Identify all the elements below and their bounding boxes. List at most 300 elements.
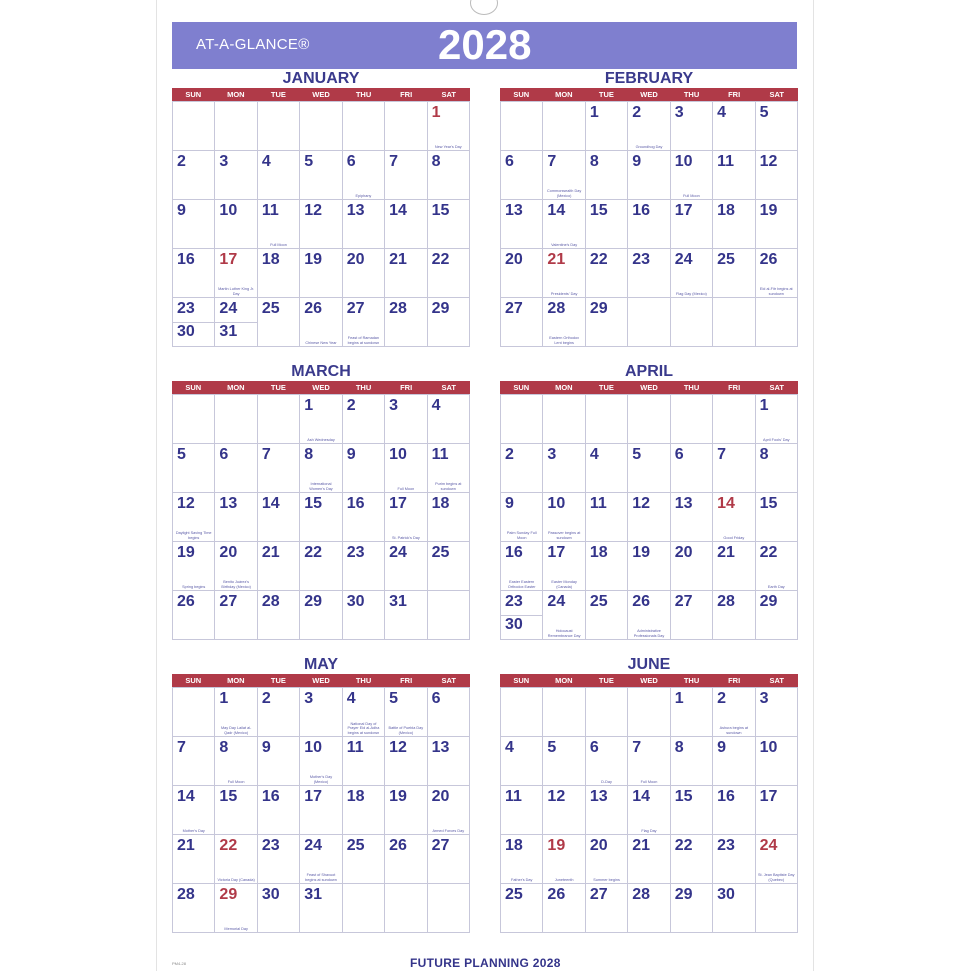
day-cell[interactable] (428, 786, 470, 835)
day-cell[interactable] (215, 200, 257, 249)
day-cell[interactable] (501, 688, 543, 737)
day-number: 22 (304, 544, 323, 561)
day-cell[interactable] (501, 542, 543, 591)
weekday-label: SUN (513, 383, 530, 392)
day-number: 21 (717, 544, 735, 561)
day-note: Father's Day (511, 877, 533, 882)
day-cell[interactable] (428, 591, 470, 640)
day-cell[interactable] (586, 884, 628, 933)
day-number: 2 (261, 690, 271, 707)
day-cell[interactable] (343, 737, 385, 786)
day-cell[interactable] (173, 395, 215, 444)
day-cell[interactable] (543, 444, 585, 493)
day-cell[interactable] (173, 151, 215, 200)
day-cell[interactable] (543, 249, 585, 298)
day-cell[interactable] (385, 688, 427, 737)
day-cell[interactable] (756, 591, 798, 640)
day-note: April Fools' Day (763, 437, 790, 442)
day-cell[interactable] (713, 102, 755, 151)
day-note: Full Moon (227, 779, 245, 784)
day-cell[interactable] (501, 835, 543, 884)
day-cell[interactable] (215, 298, 257, 347)
day-number: 16 (261, 788, 280, 805)
day-cell[interactable] (586, 835, 628, 884)
day-note: Full Moon (640, 779, 658, 784)
day-cell[interactable] (501, 444, 543, 493)
day-cell[interactable] (756, 542, 798, 591)
day-cell[interactable] (428, 884, 470, 933)
day-cell[interactable] (215, 493, 257, 542)
day-cell[interactable] (428, 200, 470, 249)
day-cell[interactable] (628, 249, 670, 298)
day-cell[interactable] (628, 737, 670, 786)
day-cell[interactable] (300, 102, 342, 151)
day-cell[interactable] (671, 884, 713, 933)
weekday-label: SAT (441, 383, 456, 392)
day-cell[interactable] (173, 835, 215, 884)
day-cell[interactable] (628, 395, 670, 444)
day-cell[interactable] (501, 493, 543, 542)
day-number: 28 (177, 886, 195, 903)
day-cell[interactable] (756, 298, 798, 347)
day-number: 17 (219, 251, 238, 268)
day-cell[interactable] (343, 298, 385, 347)
day-cell[interactable] (628, 298, 670, 347)
day-cell[interactable] (173, 737, 215, 786)
weekday-label: WED (640, 383, 658, 392)
day-cell[interactable] (300, 298, 342, 347)
day-cell[interactable] (173, 884, 215, 933)
day-cell[interactable] (343, 151, 385, 200)
day-cell[interactable] (343, 102, 385, 151)
day-number: 3 (304, 690, 314, 707)
day-cell[interactable] (501, 200, 543, 249)
day-cell[interactable] (428, 298, 470, 347)
day-cell[interactable] (756, 688, 798, 737)
day-number: 12 (547, 788, 566, 805)
day-cell[interactable] (501, 298, 543, 347)
day-cell[interactable] (543, 151, 585, 200)
day-cell[interactable] (671, 200, 713, 249)
weekday-label: MON (227, 676, 245, 685)
day-cell[interactable] (215, 102, 257, 151)
day-cell[interactable] (385, 151, 427, 200)
day-cell[interactable] (671, 151, 713, 200)
day-number: 30 (261, 886, 280, 903)
day-cell[interactable] (543, 542, 585, 591)
day-cell[interactable] (756, 102, 798, 151)
day-cell[interactable] (343, 395, 385, 444)
day-cell[interactable] (543, 688, 585, 737)
day-cell[interactable] (300, 444, 342, 493)
day-cell[interactable] (713, 591, 755, 640)
day-cell[interactable] (713, 786, 755, 835)
day-cell[interactable] (671, 298, 713, 347)
day-cell[interactable] (628, 835, 670, 884)
weekday-label: TUE (598, 676, 614, 685)
day-cell[interactable] (586, 444, 628, 493)
day-cell[interactable] (300, 688, 342, 737)
day-cell[interactable] (756, 786, 798, 835)
day-number: 6 (219, 446, 229, 463)
day-note: Victoria Day (Canada) (217, 877, 255, 882)
day-cell[interactable] (586, 102, 628, 151)
day-number: 28 (717, 593, 735, 610)
day-cell[interactable] (385, 737, 427, 786)
day-number: 2 (505, 446, 514, 463)
day-cell[interactable] (258, 298, 300, 347)
weekday-header (172, 674, 470, 687)
weekday-label: TUE (270, 676, 286, 685)
day-cell[interactable] (300, 542, 342, 591)
day-number: 10 (304, 739, 323, 756)
day-number: 24 (759, 837, 778, 854)
day-number: 10 (674, 153, 693, 170)
day-cell[interactable] (343, 884, 385, 933)
day-number: 11 (431, 446, 449, 463)
day-number: 13 (674, 495, 693, 512)
day-cell[interactable] (756, 395, 798, 444)
day-cell[interactable] (756, 835, 798, 884)
day-cell[interactable] (258, 444, 300, 493)
day-cell[interactable] (343, 249, 385, 298)
day-number: 1 (759, 397, 769, 414)
day-number: 24 (389, 544, 407, 561)
weekday-label: SUN (185, 90, 202, 99)
day-cell[interactable] (258, 591, 300, 640)
day-cell[interactable] (628, 591, 670, 640)
day-cell[interactable] (756, 444, 798, 493)
day-cell[interactable] (628, 542, 670, 591)
day-cell[interactable] (343, 835, 385, 884)
day-cell[interactable] (756, 493, 798, 542)
day-cell[interactable] (428, 249, 470, 298)
day-cell[interactable] (713, 542, 755, 591)
day-cell[interactable] (385, 835, 427, 884)
day-number: 25 (431, 544, 450, 561)
day-cell[interactable] (543, 298, 585, 347)
day-number: 31 (219, 323, 238, 340)
day-cell[interactable] (173, 200, 215, 249)
day-note: Ashura begins at sundown (719, 726, 749, 735)
day-cell[interactable] (300, 249, 342, 298)
day-cell[interactable] (713, 249, 755, 298)
day-cell[interactable] (215, 737, 257, 786)
day-cell[interactable] (343, 200, 385, 249)
day-cell[interactable] (628, 688, 670, 737)
day-cell[interactable] (300, 786, 342, 835)
day-cell[interactable] (586, 591, 628, 640)
day-cell[interactable] (543, 493, 585, 542)
day-cell[interactable] (586, 493, 628, 542)
day-cell[interactable] (543, 835, 585, 884)
day-cell[interactable] (428, 493, 470, 542)
day-number: 19 (759, 202, 778, 219)
day-number: 30 (717, 886, 735, 903)
day-cell[interactable] (300, 884, 342, 933)
weekday-label: MON (555, 90, 573, 99)
day-number: 8 (219, 739, 229, 756)
day-cell[interactable] (501, 591, 543, 640)
day-cell[interactable] (385, 591, 427, 640)
day-number: 20 (505, 251, 523, 268)
day-number: 26 (389, 837, 407, 854)
day-cell[interactable] (713, 444, 755, 493)
weekday-label: SUN (513, 676, 530, 685)
day-cell[interactable] (258, 688, 300, 737)
day-cell[interactable] (215, 151, 257, 200)
day-cell[interactable] (385, 444, 427, 493)
day-number: 9 (632, 153, 642, 170)
day-cell[interactable] (343, 591, 385, 640)
day-cell[interactable] (428, 688, 470, 737)
day-cell[interactable] (586, 200, 628, 249)
day-number: 15 (219, 788, 238, 805)
day-cell[interactable] (215, 786, 257, 835)
day-cell[interactable] (385, 395, 427, 444)
day-number: 4 (261, 153, 271, 170)
day-cell[interactable] (501, 249, 543, 298)
day-cell[interactable] (671, 835, 713, 884)
day-number: 16 (632, 202, 651, 219)
day-cell[interactable] (586, 542, 628, 591)
day-cell[interactable] (385, 102, 427, 151)
day-cell[interactable] (543, 884, 585, 933)
day-cell[interactable] (586, 151, 628, 200)
day-number: 1 (589, 104, 599, 121)
day-cell[interactable] (501, 395, 543, 444)
day-cell[interactable] (671, 688, 713, 737)
day-note: Mother's Day (182, 828, 205, 833)
day-number: 16 (717, 788, 735, 805)
day-cell[interactable] (713, 151, 755, 200)
weekday-header (500, 88, 798, 101)
day-number: 19 (547, 837, 566, 854)
day-note: Benito Juárez's Birthday (Mexico) (221, 580, 251, 589)
day-cell[interactable] (300, 835, 342, 884)
day-cell[interactable] (258, 151, 300, 200)
day-cell[interactable] (428, 737, 470, 786)
day-note: St. Patrick's Day (391, 535, 420, 540)
day-cell[interactable] (501, 786, 543, 835)
day-cell[interactable] (300, 737, 342, 786)
day-cell[interactable] (428, 835, 470, 884)
weekday-label: WED (312, 676, 330, 685)
day-cell[interactable] (215, 835, 257, 884)
day-cell[interactable] (671, 786, 713, 835)
day-number: 20 (431, 788, 450, 805)
day-cell[interactable] (756, 884, 798, 933)
day-cell[interactable] (628, 444, 670, 493)
day-cell[interactable] (671, 395, 713, 444)
day-number: 19 (632, 544, 651, 561)
day-cell[interactable] (671, 737, 713, 786)
day-cell[interactable] (713, 493, 755, 542)
day-note: St. Jean Baptiste Day (Quebec) (758, 873, 795, 882)
day-cell[interactable] (258, 835, 300, 884)
day-cell[interactable] (173, 249, 215, 298)
product-code: PM4-28 (172, 961, 187, 966)
day-number: 1 (219, 690, 229, 707)
day-cell[interactable] (300, 591, 342, 640)
month-grid (500, 394, 798, 640)
day-cell[interactable] (671, 444, 713, 493)
day-cell[interactable] (713, 395, 755, 444)
day-cell[interactable] (501, 151, 543, 200)
day-number: 29 (759, 593, 778, 610)
day-cell[interactable] (300, 200, 342, 249)
day-cell[interactable] (428, 395, 470, 444)
day-cell[interactable] (428, 542, 470, 591)
day-cell[interactable] (671, 249, 713, 298)
day-cell[interactable] (173, 298, 215, 347)
day-number: 19 (304, 251, 323, 268)
day-cell[interactable] (543, 200, 585, 249)
day-cell[interactable] (628, 102, 670, 151)
day-cell[interactable] (258, 542, 300, 591)
day-cell[interactable] (258, 737, 300, 786)
day-number: 14 (547, 202, 566, 219)
day-note: Memorial Day (224, 926, 248, 931)
day-note: Commonwealth Day (Mexico) (547, 189, 582, 198)
day-cell[interactable] (671, 591, 713, 640)
day-cell[interactable] (628, 200, 670, 249)
day-cell[interactable] (385, 786, 427, 835)
weekday-label: THU (683, 383, 700, 392)
day-cell[interactable] (215, 444, 257, 493)
day-cell[interactable] (501, 737, 543, 786)
day-cell[interactable] (501, 102, 543, 151)
day-cell[interactable] (713, 298, 755, 347)
day-cell[interactable] (258, 395, 300, 444)
day-cell[interactable] (671, 542, 713, 591)
day-note: Passover begins at sundown (547, 531, 581, 540)
weekday-label: SAT (769, 90, 784, 99)
day-cell[interactable] (713, 200, 755, 249)
day-cell[interactable] (258, 786, 300, 835)
day-cell[interactable] (586, 395, 628, 444)
day-cell[interactable] (385, 298, 427, 347)
day-cell[interactable] (501, 884, 543, 933)
day-cell[interactable] (756, 151, 798, 200)
day-number: 11 (261, 202, 279, 219)
day-cell[interactable] (173, 102, 215, 151)
day-number: 25 (346, 837, 365, 854)
weekday-label: WED (312, 383, 330, 392)
day-number: 3 (674, 104, 684, 121)
day-cell[interactable] (173, 493, 215, 542)
day-cell[interactable] (385, 200, 427, 249)
day-note: Feast of Shavuot begins at sundown (305, 873, 337, 882)
month-name: APRIL (625, 363, 673, 380)
weekday-label: MON (227, 90, 245, 99)
day-cell[interactable] (258, 200, 300, 249)
day-cell[interactable] (300, 151, 342, 200)
day-cell[interactable] (756, 200, 798, 249)
day-cell[interactable] (428, 102, 470, 151)
day-cell[interactable] (543, 737, 585, 786)
day-cell[interactable] (628, 884, 670, 933)
day-cell[interactable] (713, 688, 755, 737)
day-cell[interactable] (586, 249, 628, 298)
day-cell[interactable] (215, 884, 257, 933)
day-number: 31 (389, 593, 407, 610)
day-cell[interactable] (215, 591, 257, 640)
day-cell[interactable] (300, 493, 342, 542)
day-cell[interactable] (628, 151, 670, 200)
day-cell[interactable] (586, 688, 628, 737)
day-cell[interactable] (343, 786, 385, 835)
day-number: 23 (177, 300, 195, 317)
day-cell[interactable] (713, 737, 755, 786)
day-note: Holocaust Remembrance Day (547, 629, 581, 638)
day-cell[interactable] (215, 249, 257, 298)
day-cell[interactable] (586, 298, 628, 347)
day-cell[interactable] (258, 884, 300, 933)
day-cell[interactable] (258, 249, 300, 298)
day-cell[interactable] (756, 737, 798, 786)
day-cell[interactable] (543, 395, 585, 444)
day-number: 13 (505, 202, 523, 219)
weekday-label: THU (355, 676, 372, 685)
day-cell[interactable] (173, 444, 215, 493)
day-note: Good Friday (723, 535, 745, 540)
day-number: 5 (389, 690, 399, 707)
day-cell[interactable] (713, 835, 755, 884)
month-grid (172, 101, 470, 347)
day-cell[interactable] (258, 102, 300, 151)
day-cell[interactable] (343, 493, 385, 542)
day-cell[interactable] (343, 444, 385, 493)
day-cell[interactable] (385, 493, 427, 542)
day-cell[interactable] (173, 786, 215, 835)
weekday-label: FRI (728, 90, 741, 99)
day-cell[interactable] (586, 786, 628, 835)
day-cell[interactable] (385, 249, 427, 298)
day-cell[interactable] (543, 786, 585, 835)
day-cell[interactable] (628, 493, 670, 542)
day-cell[interactable] (173, 591, 215, 640)
day-cell[interactable] (543, 102, 585, 151)
day-cell[interactable] (300, 395, 342, 444)
day-cell[interactable] (173, 542, 215, 591)
day-cell[interactable] (756, 249, 798, 298)
day-number: 5 (304, 153, 314, 170)
day-cell[interactable] (428, 444, 470, 493)
day-note: Juneteenth (554, 877, 574, 882)
day-cell[interactable] (428, 151, 470, 200)
day-cell[interactable] (215, 542, 257, 591)
day-cell[interactable] (173, 688, 215, 737)
day-cell[interactable] (215, 395, 257, 444)
day-cell[interactable] (343, 542, 385, 591)
day-cell[interactable] (385, 542, 427, 591)
day-cell[interactable] (385, 884, 427, 933)
day-cell[interactable] (713, 884, 755, 933)
day-cell[interactable] (586, 737, 628, 786)
day-cell[interactable] (258, 493, 300, 542)
day-cell[interactable] (671, 102, 713, 151)
day-cell[interactable] (543, 591, 585, 640)
day-note: Palm Sunday Full Moon (506, 531, 537, 540)
day-number: 18 (431, 495, 450, 512)
day-cell[interactable] (215, 688, 257, 737)
day-cell[interactable] (671, 493, 713, 542)
day-number: 21 (547, 251, 566, 268)
day-cell[interactable] (628, 786, 670, 835)
day-cell[interactable] (343, 688, 385, 737)
weekday-label: THU (355, 383, 372, 392)
